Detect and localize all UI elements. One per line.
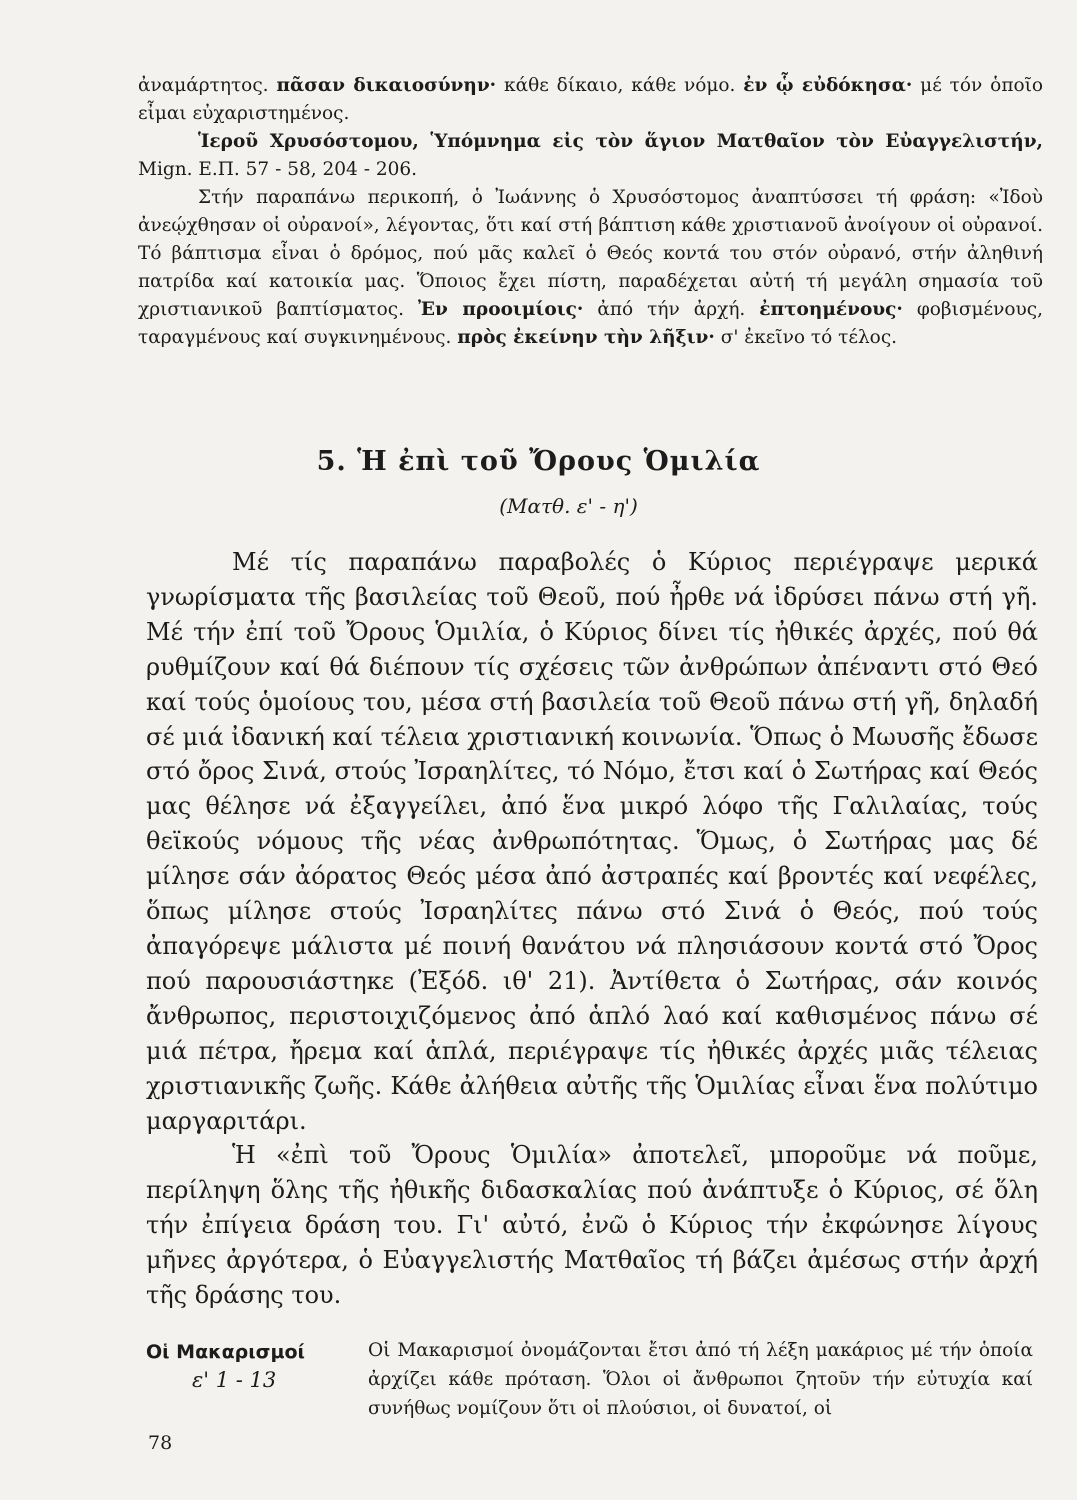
note-term: ἐν ᾧ εὐδόκησα· bbox=[743, 75, 913, 96]
top-notes bbox=[138, 72, 1043, 352]
note-term: Ἐν προοιμίοις· bbox=[418, 299, 584, 320]
note-text: σ' ἐκεῖνο τό τέλος. bbox=[714, 327, 898, 348]
note-term: πᾶσαν δικαιοσύνην· bbox=[276, 75, 497, 96]
source-ref: Mign. Ε.Π. 57 - 58, 204 - 206. bbox=[138, 159, 418, 180]
note-text: ἀπό τήν ἀρχή. bbox=[583, 299, 760, 320]
main-paragraph-2: Ἡ «ἐπὶ τοῦ Ὄρους Ὁμιλία» ἀποτελεῖ, μποροῦμε νά ποῦμε, περίληψη ὅλης τῆς ἠθικῆς διδασκαλίας πού ἀνάπτυξε ὁ Κύριος, σέ ὅλη τήν ἐπίγεια δράση του. Γι' αὐτό, ἐνῶ ὁ Κύριος τήν ἐκφώνησε λίγους μῆνες ἀργότερα, ὁ Εὐαγγελιστής Ματθαῖος τή βάζει ἀμέσως στήν ἀρχή τῆς δράσης του. bbox=[146, 1141, 1038, 1310]
note-term: ἐπτοημένους· bbox=[759, 299, 903, 320]
note-line-1 bbox=[138, 72, 1043, 128]
note-text: κάθε δίκαιο, κάθε νόμο. bbox=[496, 75, 744, 96]
note-term: πρὸς ἐκείνην τὴν λῆξιν· bbox=[457, 327, 715, 348]
main-text bbox=[146, 545, 1038, 1313]
source-citation bbox=[138, 128, 1043, 184]
note-text: Στήν παραπάνω περικοπή, ὁ Ἰωάννης ὁ Χρυσόστομος ἀναπτύσσει τή φράση: «Ἰδοὺ ἀνεῴχθησαν οἱ οὐρανοί», λέγοντας, ὅτι καί στή βάπτιση κάθε χριστιανοῦ ἀνοίγουν οἱ οὐρανοί. Τό βάπτισμα εἶναι ὁ δρόμος, πού μᾶς καλεῖ ὁ Θεός κοντά του στόν οὐρανό, στήν ἀληθινή πατρίδα καί κατοικία μας. Ὅποιος ἔχει πίστη, παραδέχεται αὐτή τή μεγάλη σημασία τοῦ χριστιανικοῦ βαπτίσματος. bbox=[138, 187, 1043, 320]
note-paragraph bbox=[138, 184, 1043, 352]
beatitudes-margin-label bbox=[146, 1338, 346, 1394]
note-text: μέ τόν ὁποῖο εἶμαι εὐχαριστημένος. bbox=[138, 75, 1044, 124]
beatitudes-reference: ε' 1 - 13 bbox=[192, 1368, 277, 1392]
section-heading: 5. Ἡ ἐπὶ τοῦ Ὄρους Ὁμιλία bbox=[316, 446, 761, 477]
source-title: Ἱεροῦ Χρυσόστομου, Ὑπόμνημα εἰς τὸν ἅγιον Ματθαῖον τὸν Εὐαγγελιστήν, bbox=[198, 131, 1043, 152]
beatitudes-label: Οἱ Μακαρισμοί bbox=[146, 1341, 305, 1363]
note-text: φοβισμένους, ταραγμένους καί συγκινημένους. bbox=[138, 299, 1043, 348]
page-number: 78 bbox=[148, 1432, 173, 1454]
section-reference-wrap bbox=[0, 494, 1077, 518]
main-paragraph-1: Μέ τίς παραπάνω παραβολές ὁ Κύριος περιέγραψε μερικά γνωρίσματα τῆς βασιλείας τοῦ Θεοῦ, πού ἦρθε νά ἱδρύσει πάνω στή γῆ. Μέ τήν ἐπί τοῦ Ὄρους Ὁμιλία, ὁ Κύριος δίνει τίς ἠθικές ἀρχές, πού θά ρυθμίζουν καί θά διέπουν τίς σχέσεις τῶν ἀνθρώπων ἀπέναντι στό Θεό καί τούς ὁμοίους του, μέσα στή βασιλεία τοῦ Θεοῦ πάνω στή γῆ, δηλαδή σέ μιά ἰδανική καί τέλεια χριστιανική κοινωνία. Ὅπως ὁ Μωυσῆς ἔδωσε στό ὄρος Σινά, στούς Ἰσραηλίτες, τό Νόμο, ἔτσι καί ὁ Σωτήρας καί Θεός μας θέλησε νά ἐξαγγείλει, ἀπό ἕνα μικρό λόφο τῆς Γαλιλαίας, τούς θεϊκούς νόμους τῆς νέας ἀνθρωπότητας. Ὅμως, ὁ Σωτήρας μας δέ μίλησε σάν ἀόρατος Θεός μέσα ἀπό ἀστραπές καί βροντές καί νεφέλες, ὅπως μίλησε στούς Ἰσραηλίτες πάνω στό Σινά ὁ Θεός, πού τούς ἀπαγόρεψε μάλιστα μέ ποινή θανάτου νά πλησιάσουν κοντά στό Ὄρος πού παρουσιάστηκε (Ἐξόδ. ιθ' 21). Ἀντίθετα ὁ Σωτήρας, σάν κοινός ἄνθρωπος, περιστοιχιζόμενος ἀπό ἁπλό λαό καί καθισμένος πάνω σέ μιά πέτρα, ἤρεμα καί ἁπλά, περιέγραψε τίς ἠθικές ἀρχές μιᾶς τέλειας χριστιανικῆς ζωῆς. Κάθε ἀλήθεια αὐτῆς τῆς Ὁμιλίας εἶναι ἕνα πολύτιμο μαργαριτάρι. bbox=[146, 548, 1038, 1135]
section-reference: (Ματθ. ε' - η') bbox=[499, 494, 638, 518]
note-text: ἀναμάρτητος. bbox=[138, 75, 277, 96]
beatitudes-text: Οἱ Μακαρισμοί ὀνομάζονται ἔτσι ἀπό τή λέξη μακάριος μέ τήν ὁποία ἀρχίζει κάθε πρόταση. Ὅλοι οἱ ἄνθρωποι ζητοῦν τήν εὐτυχία καί συνήθως νομίζουν ὅτι οἱ πλούσιοι, οἱ δυνατοί, οἱ bbox=[368, 1340, 1033, 1419]
